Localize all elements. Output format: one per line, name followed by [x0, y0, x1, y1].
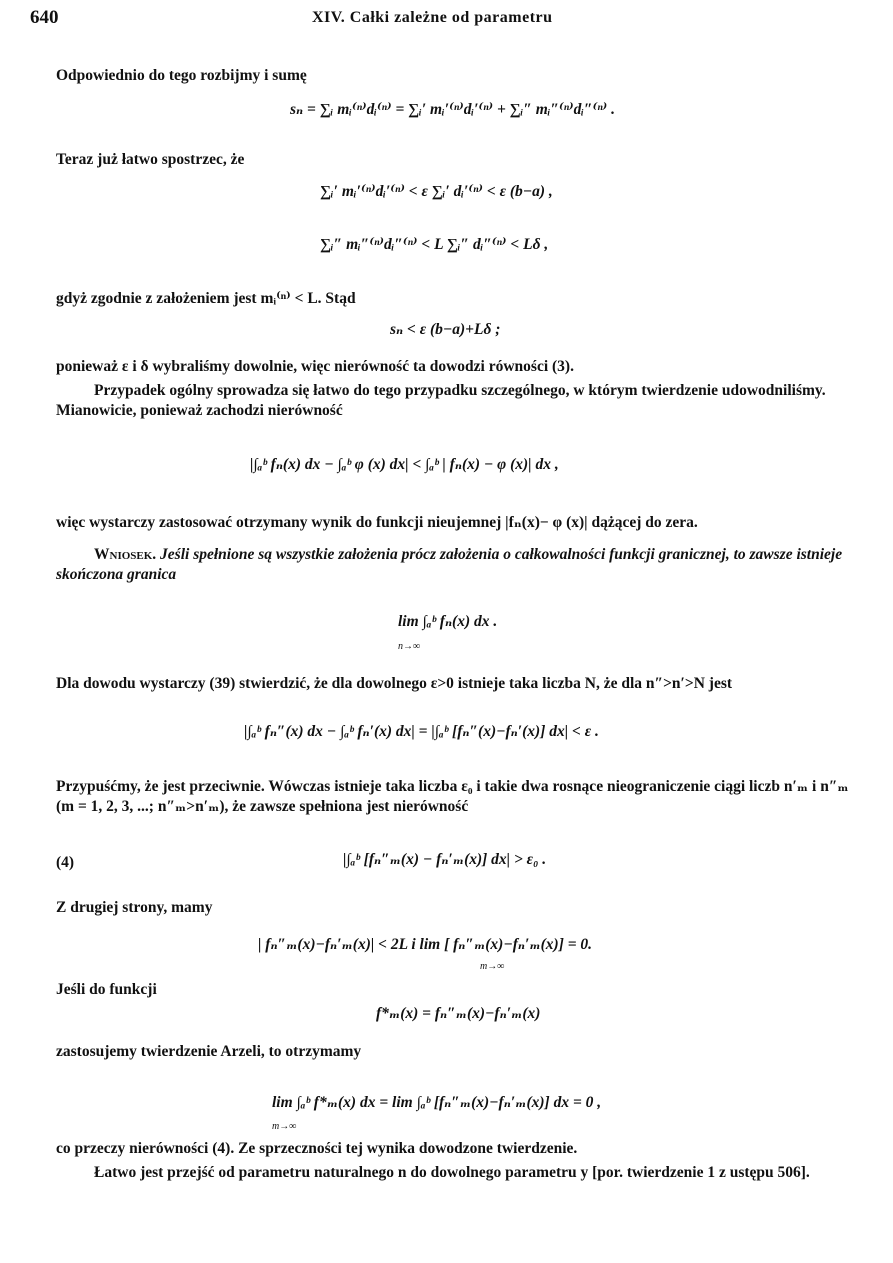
- equation: |∫ₐᵇ [fₙ″ₘ(x) − fₙ′ₘ(x)] dx| > ε₀ .: [343, 851, 547, 868]
- paragraph: zastosujemy twierdzenie Arzeli, to otrzymamy: [56, 1043, 362, 1060]
- paragraph: Z drugiej strony, mamy: [56, 899, 213, 916]
- paragraph: co przeczy nierówności (4). Ze sprzeczności tej wynika dowodzone twierdzenie.: [56, 1140, 578, 1157]
- corollary: [56, 545, 863, 585]
- equation: ∑ᵢ″ mᵢ″⁽ⁿ⁾dᵢ″⁽ⁿ⁾ < L ∑ᵢ″ dᵢ″⁽ⁿ⁾ < Lδ ,: [320, 236, 549, 253]
- equation: ∑ᵢ′ mᵢ′⁽ⁿ⁾dᵢ′⁽ⁿ⁾ < ε ∑ᵢ′ dᵢ′⁽ⁿ⁾ < ε (b−a) ,: [320, 183, 553, 200]
- equation: | fₙ″ₘ(x)−fₙ′ₘ(x)| < 2L i lim [ fₙ″ₘ(x)−fₙ′ₘ(x)] = 0.: [258, 936, 593, 953]
- paragraph: Jeśli do funkcji: [56, 981, 157, 998]
- limit-subscript: m→∞: [272, 1121, 297, 1132]
- equation: lim ∫ₐᵇ fₙ(x) dx .: [398, 613, 498, 630]
- equation: sₙ < ε (b−a)+Lδ ;: [390, 321, 501, 338]
- paragraph: Teraz już łatwo spostrzec, że: [56, 151, 245, 168]
- equation: |∫ₐᵇ fₙ″(x) dx − ∫ₐᵇ fₙ′(x) dx| = |∫ₐᵇ [fₙ″(x)−fₙ′(x)] dx| < ε .: [244, 723, 599, 740]
- paragraph: gdyż zgodnie z założeniem jest mᵢ⁽ⁿ⁾ < L. Stąd: [56, 290, 356, 307]
- corollary-text: Jeśli spełnione są wszystkie założenia prócz założenia o całkowalności funkcji granicznej, to zawsze istnieje skończona granica: [56, 546, 843, 584]
- page-number: 640: [30, 7, 59, 28]
- paragraph: Przypadek ogólny sprowadza się łatwo do tego przypadku szczególnego, w którym twierdzenie udowodniliśmy. Mianowicie, ponieważ zachodzi nierówność: [56, 382, 826, 420]
- equation: |∫ₐᵇ fₙ(x) dx − ∫ₐᵇ φ (x) dx| < ∫ₐᵇ | fₙ(x) − φ (x)| dx ,: [250, 456, 559, 473]
- paragraph: ponieważ ε i δ wybraliśmy dowolnie, więc nierówność ta dowodzi równości (3).: [56, 358, 574, 375]
- chapter-title: XIV. Całki zależne od parametru: [312, 9, 553, 26]
- equation-number: (4): [56, 854, 75, 871]
- paragraph: więc wystarczy zastosować otrzymany wynik do funkcji nieujemnej |fₙ(x)− φ (x)| dążącej do zera.: [56, 514, 698, 531]
- limit-subscript: n→∞: [398, 641, 421, 652]
- paragraph: Odpowiednio do tego rozbijmy i sumę: [56, 67, 307, 84]
- equation: lim ∫ₐᵇ f*ₘ(x) dx = lim ∫ₐᵇ [fₙ″ₘ(x)−fₙ′ₘ(x)] dx = 0 ,: [272, 1094, 602, 1111]
- paragraph: Przypuśćmy, że jest przeciwnie. Wówczas istnieje taka liczba ε₀ i takie dwa rosnące nieograniczenie ciągi liczb n′ₘ i n″ₘ (m = 1, 2, 3, ...; n″ₘ>n′ₘ), że zawsze spełniona jest nierówność: [56, 778, 849, 816]
- equation: f*ₘ(x) = fₙ″ₘ(x)−fₙ′ₘ(x): [376, 1005, 541, 1022]
- paragraph: Łatwo jest przejść od parametru naturalnego n do dowolnego parametru y [por. twierdzenie 1 z ustępu 506].: [94, 1164, 810, 1181]
- equation: sₙ = ∑ᵢ mᵢ⁽ⁿ⁾dᵢ⁽ⁿ⁾ = ∑ᵢ′ mᵢ′⁽ⁿ⁾dᵢ′⁽ⁿ⁾ + ∑ᵢ″ mᵢ″⁽ⁿ⁾dᵢ″⁽ⁿ⁾ .: [290, 101, 615, 118]
- paragraph: Dla dowodu wystarczy (39) stwierdzić, że dla dowolnego ε>0 istnieje taka liczba N, że dla n″>n′>N jest: [56, 675, 733, 692]
- limit-subscript: m→∞: [480, 961, 505, 972]
- corollary-label: Wniosek.: [94, 546, 157, 563]
